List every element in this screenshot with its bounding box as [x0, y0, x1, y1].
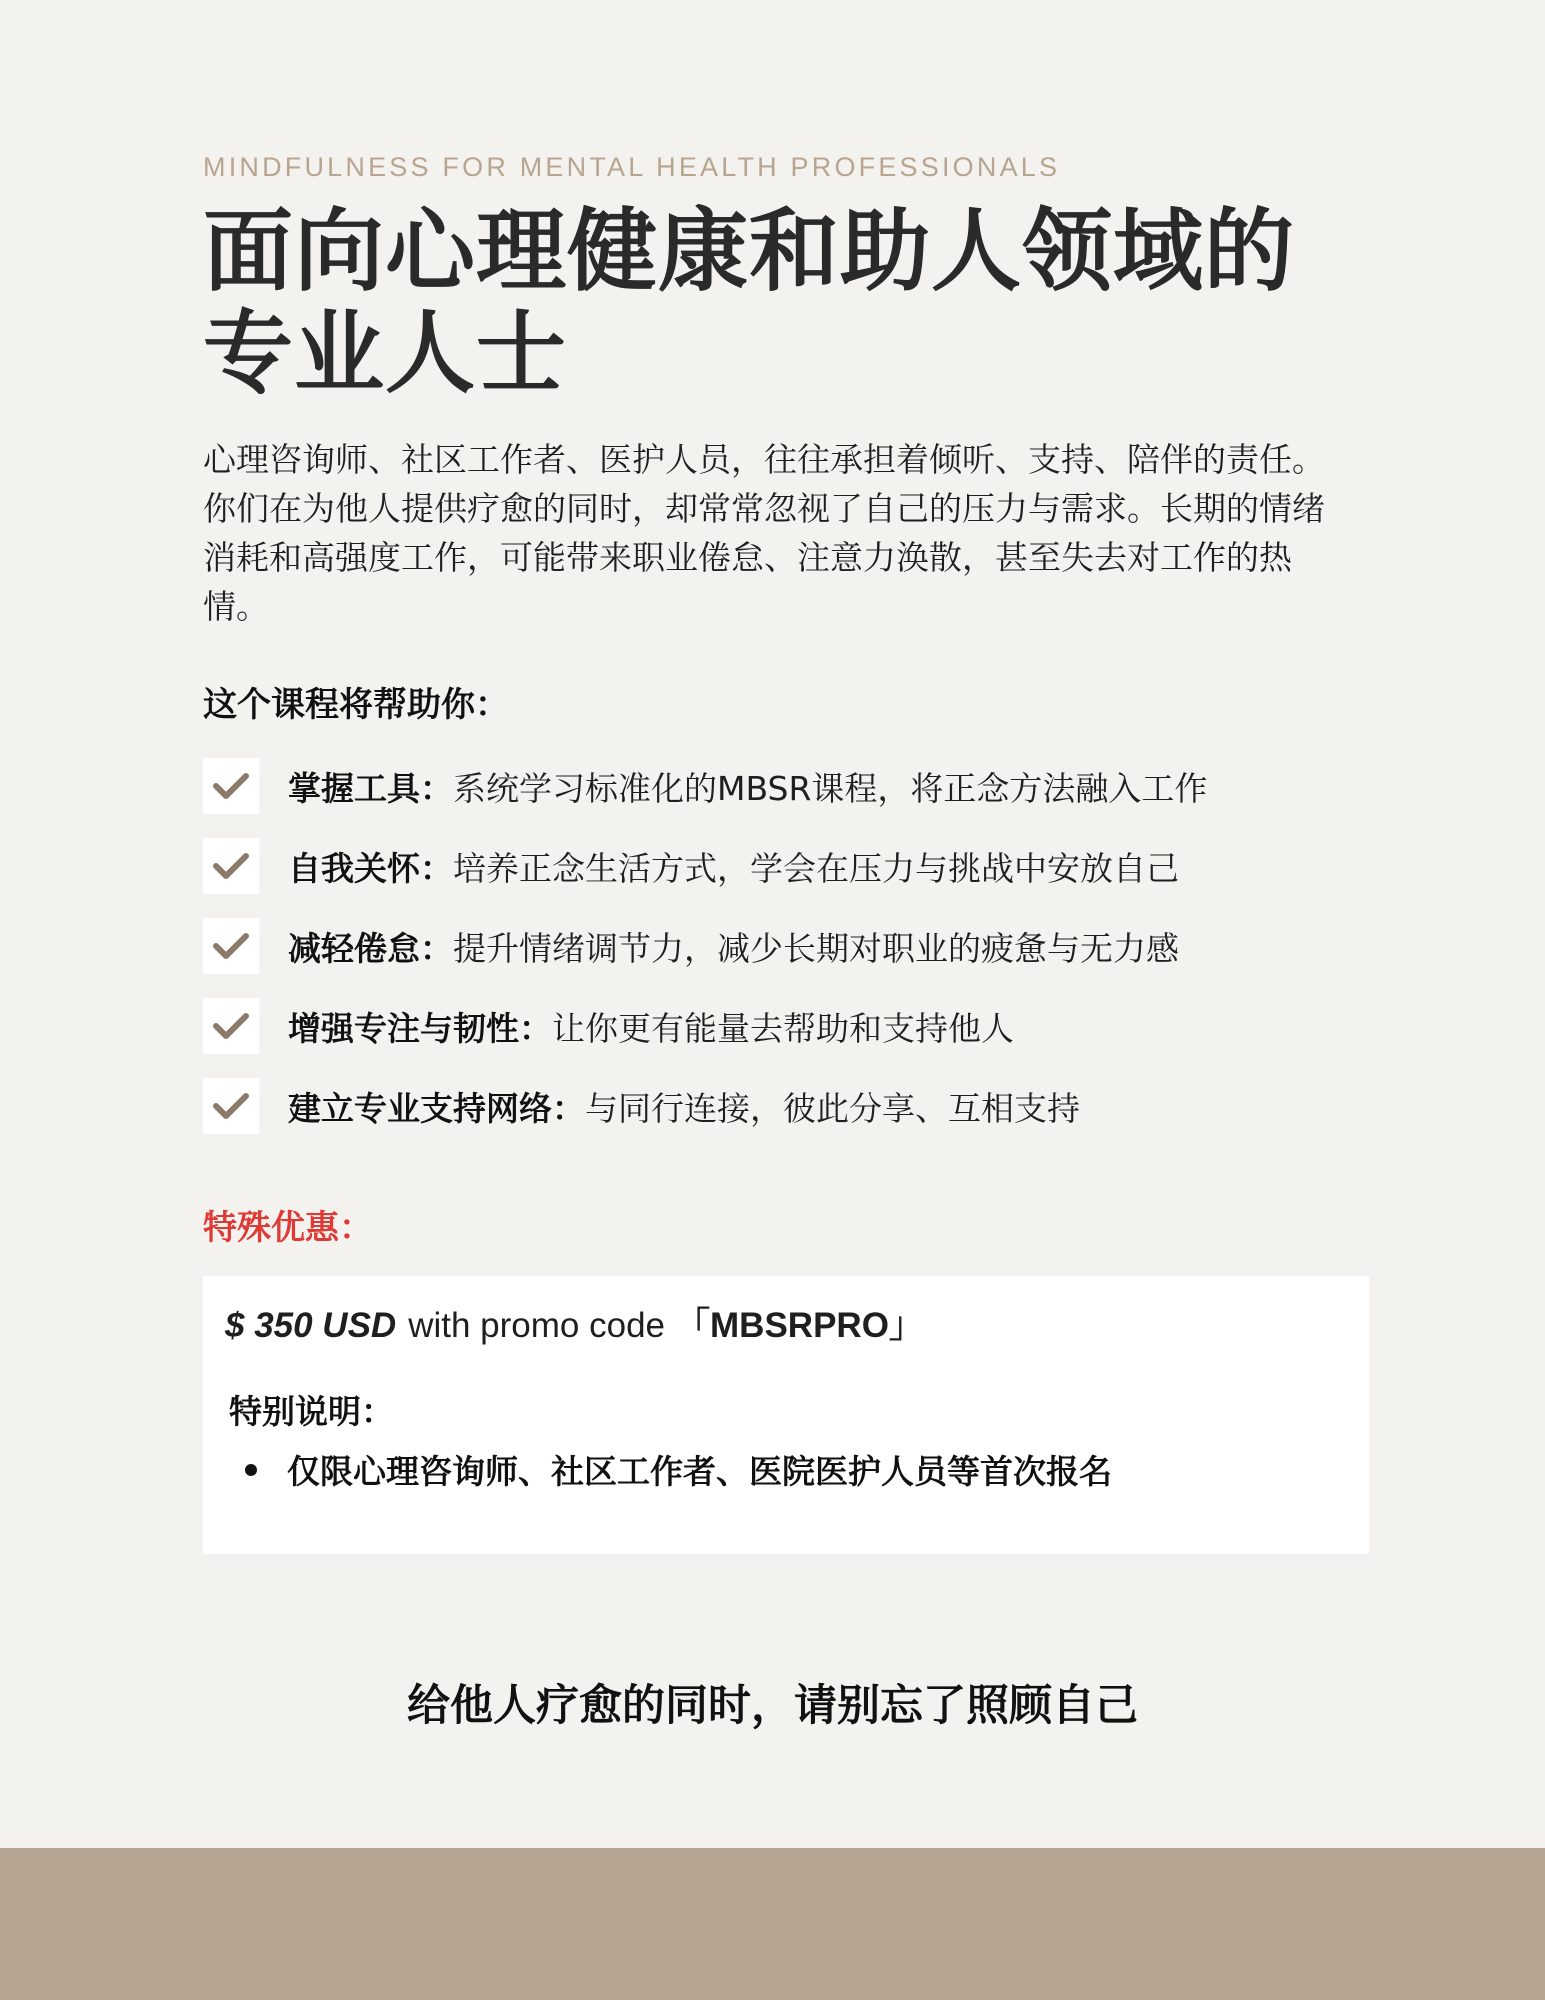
price: $ 350 USD [225, 1306, 397, 1345]
benefit-description: 提升情绪调节力，减少长期对职业的疲惫与无力感 [453, 928, 1179, 968]
offer-card [203, 1276, 1369, 1554]
benefit-text [288, 763, 1207, 810]
check-icon [203, 838, 259, 894]
special-note-list [245, 1446, 1112, 1493]
special-offer-label: 特殊优惠： [203, 1208, 373, 1248]
kicker-text: MINDFULNESS FOR MENTAL HEALTH PROFESSIONALS [203, 152, 1061, 182]
benefits-heading: 这个课程将帮助你： [203, 685, 509, 725]
benefit-label: 掌握工具： [288, 768, 453, 808]
benefit-text [288, 1083, 1080, 1130]
benefit-text [288, 843, 1179, 890]
closing-message: 给他人疗愈的同时，请别忘了照顾自己 [407, 1681, 1138, 1731]
benefit-description: 系统学习标准化的MBSR课程，将正念方法融入工作 [453, 768, 1208, 808]
special-note-item [245, 1446, 1112, 1493]
benefit-label: 建立专业支持网络： [288, 1088, 585, 1128]
check-icon [203, 918, 259, 974]
price-line [225, 1298, 924, 1348]
benefit-label: 减轻倦怠： [288, 928, 453, 968]
special-note-title: 特别说明： [229, 1392, 394, 1431]
benefit-text [288, 923, 1179, 970]
benefit-description: 培养正念生活方式，学会在压力与挑战中安放自己 [453, 848, 1179, 888]
benefit-item [203, 758, 1353, 814]
promo-prefix: with promo code [408, 1306, 666, 1345]
benefit-item [203, 838, 1353, 894]
check-icon [203, 758, 259, 814]
intro-paragraph: 心理咨询师、社区工作者、医护人员，往往承担着倾听、支持、陪伴的责任。你们在为他人提供疗愈的同时，却常常忽视了自己的压力与需求。长期的情绪消耗和高强度工作，可能带来职业倦怠、注意力涣散，甚至失去对工作的热情。 [203, 440, 1325, 626]
special-note-text: 仅限心理咨询师、社区工作者、医院医护人员等首次报名 [287, 1452, 1112, 1491]
page-title: 面向心理健康和助人领域的专业人士 [203, 198, 1295, 406]
bullet-icon [245, 1464, 257, 1476]
check-icon [203, 1078, 259, 1134]
benefit-description: 与同行连接，彼此分享、互相支持 [585, 1088, 1080, 1128]
benefit-label: 增强专注与韧性： [288, 1008, 552, 1048]
benefit-item [203, 998, 1353, 1054]
promo-code: 「MBSRPRO」 [675, 1306, 924, 1345]
check-icon [203, 998, 259, 1054]
benefit-label: 自我关怀： [288, 848, 453, 888]
benefit-text [288, 1003, 1014, 1050]
benefits-list [203, 758, 1353, 1158]
benefit-description: 让你更有能量去帮助和支持他人 [552, 1008, 1014, 1048]
benefit-item [203, 918, 1353, 974]
benefit-item [203, 1078, 1353, 1134]
footer-band [0, 1848, 1545, 2000]
